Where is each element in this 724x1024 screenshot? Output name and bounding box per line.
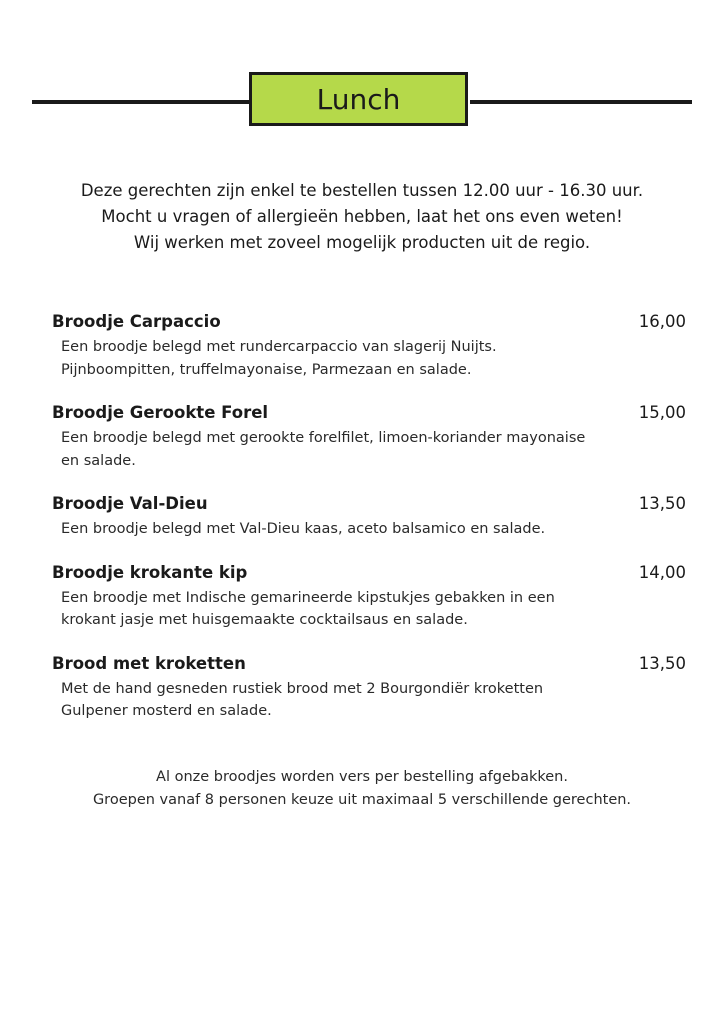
header-divider-left	[32, 100, 252, 104]
menu-list	[52, 312, 686, 745]
footer-note	[0, 766, 724, 812]
menu-item-kroketten	[52, 654, 686, 723]
item-description	[52, 427, 686, 472]
header-divider-right	[470, 100, 692, 104]
item-desc-line: Een broodje belegd met rundercarpaccio van slagerij Nuijts.	[61, 339, 497, 355]
item-price: 13,50	[638, 494, 686, 513]
item-desc-line: Met de hand gesneden rustiek brood met 2 Bourgondiër kroketten	[61, 680, 544, 697]
page-title: Lunch	[249, 72, 468, 126]
item-desc-line: Pijnboompitten, truffelmayonaise, Parmezaan en salade.	[61, 361, 472, 378]
intro-text	[0, 178, 724, 256]
item-price: 16,00	[638, 312, 686, 331]
item-description	[52, 587, 686, 632]
item-price: 14,00	[638, 562, 686, 582]
item-name: Broodje krokante kip	[52, 562, 248, 582]
menu-item-gerookte-forel	[52, 403, 686, 472]
item-desc-line: krokant jasje met huisgemaakte cocktailsaus en salade.	[61, 612, 468, 628]
item-name: Broodje Carpaccio	[52, 312, 221, 331]
item-desc-line: en salade.	[61, 452, 136, 469]
page-header	[0, 72, 724, 132]
footer-line: Al onze broodjes worden vers per bestelling afgebakken.	[156, 769, 568, 785]
intro-line: Deze gerechten zijn enkel te bestellen tussen 12.00 uur - 16.30 uur.	[80, 181, 644, 200]
item-name: Broodje Val-Dieu	[52, 494, 208, 513]
item-price: 15,00	[638, 403, 686, 422]
menu-item-carpaccio	[52, 312, 686, 381]
item-description	[52, 678, 686, 723]
item-price: 13,50	[638, 653, 686, 673]
item-description	[52, 336, 686, 381]
intro-line: Wij werken met zoveel mogelijk producten uit de regio.	[133, 233, 591, 252]
footer-line: Groepen vanaf 8 personen keuze uit maximaal 5 verschillende gerechten.	[92, 792, 632, 808]
intro-line: Mocht u vragen of allergieën hebben, laat het ons even weten!	[101, 207, 623, 226]
item-name: Broodje Gerookte Forel	[52, 403, 269, 422]
item-desc-line: Een broodje belegd met Val-Dieu kaas, aceto balsamico en salade.	[61, 521, 546, 537]
item-desc-line: Een broodje met Indische gemarineerde kipstukjes gebakken in een	[61, 589, 555, 606]
item-desc-line: Een broodje belegd met gerookte forelfilet, limoen-koriander mayonaise	[61, 430, 586, 446]
menu-item-krokante-kip	[52, 563, 686, 632]
item-name: Brood met kroketten	[52, 653, 246, 673]
menu-item-val-dieu	[52, 494, 686, 541]
item-description	[52, 518, 686, 541]
item-desc-line: Gulpener mosterd en salade.	[61, 703, 272, 719]
